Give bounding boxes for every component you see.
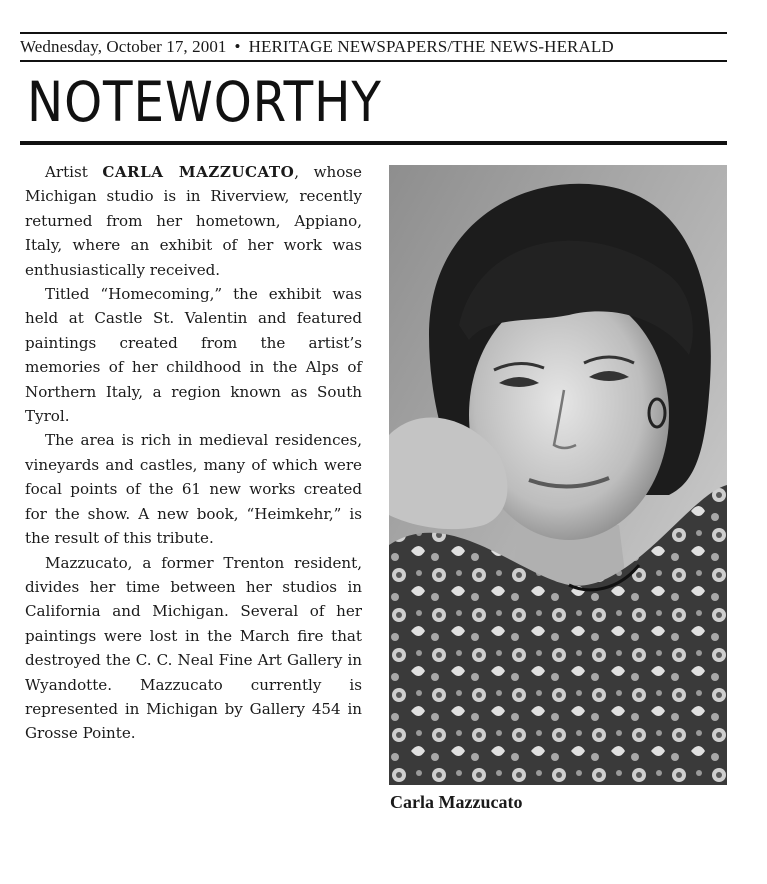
issue-date: Wednesday, October 17, 2001 — [20, 37, 227, 56]
portrait-photo — [389, 165, 727, 785]
header-top-rule — [20, 32, 727, 34]
section-title: NOTEWORTHY — [27, 70, 382, 134]
artist-name: CARLA MAZZUCATO — [102, 163, 295, 181]
article-paragraph: Mazzucato, a former Trenton resident, divides her time between her studios in California and Michigan. Several of her paintings were lost in the March fire that destroyed the C. C. Neal Fine Art Gallery in Wyandotte. Mazzucato currently is represented in Michigan by Gallery 454 in Grosse Pointe. — [25, 553, 362, 743]
article-paragraph: The area is rich in medieval residences, vineyards and castles, many of which were focal points of the 61 new works created for the show. A new book, “Heimkehr,” is the result of this tribute. — [25, 431, 362, 548]
article-body — [25, 160, 362, 746]
publication-name: HERITAGE NEWSPAPERS/THE NEWS-HERALD — [248, 37, 614, 56]
dateline — [20, 37, 727, 57]
article-paragraph: Artist CARLA MAZZUCATO, whose Michigan studio is in Riverview, recently returned from her hometown, Appiano, Italy, where an exhibit of her work was enthusiastically received. — [25, 163, 362, 279]
portrait-illustration — [389, 165, 727, 785]
dateline-separator: • — [234, 37, 241, 56]
header-bottom-rule — [20, 60, 727, 62]
section-title-rule — [20, 141, 727, 145]
article-paragraph: Titled “Homecoming,” the exhibit was held at Castle St. Valentin and featured paintings created from the artist’s memories of her childhood in the Alps of Northern Italy, a region known as South Tyrol. — [25, 285, 362, 426]
photo-caption: Carla Mazzucato — [390, 792, 523, 812]
